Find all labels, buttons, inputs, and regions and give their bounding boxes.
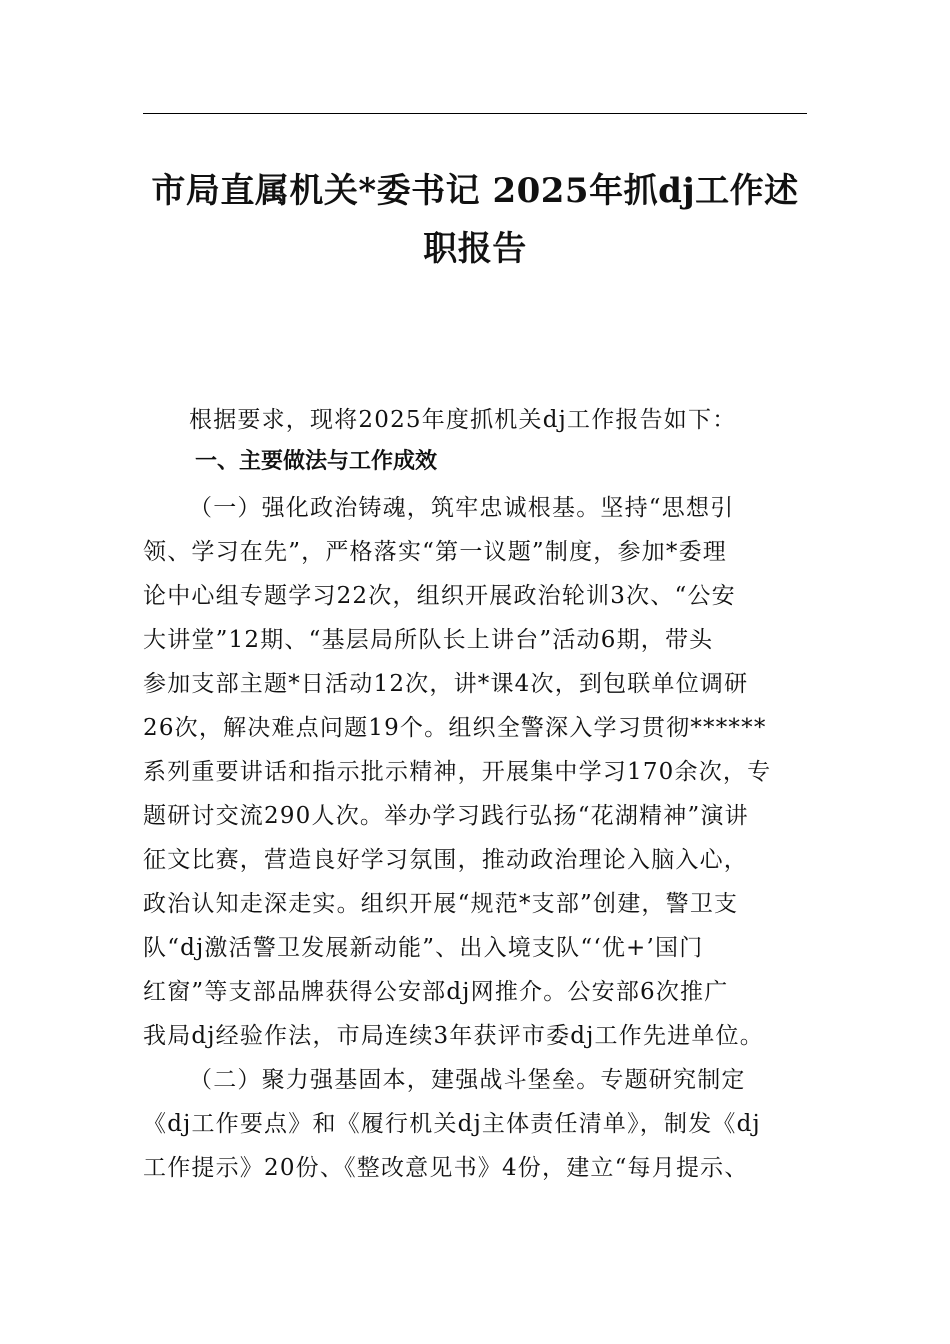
paragraph-line: 26次，解决难点问题19个。组织全警深入学习贯彻****** (143, 715, 767, 741)
section-heading-1: 一、主要做法与工作成效 (195, 449, 438, 474)
intro-line: 根据要求，现将2025年度抓机关dj工作报告如下： (189, 407, 737, 433)
paragraph-line: 论中心组专题学习22次，组织开展政治轮训3次、“公安 (143, 583, 736, 609)
paragraph-line: 红窗”等支部品牌获得公安部dj网推介。公安部6次推广 (143, 979, 729, 1005)
document-body (143, 398, 807, 1190)
paragraph-line: 题研讨交流290人次。举办学习践行弘扬“花湖精神”演讲 (143, 803, 749, 829)
paragraph-line: 我局dj经验作法，市局连续3年获评市委dj工作先进单位。 (143, 1023, 764, 1049)
paragraph-line: （二）聚力强基固本，建强战斗堡垒。专题研究制定 (189, 1067, 746, 1093)
paragraph-line: 参加支部主题*日活动12次，讲*课4次，到包联单位调研 (143, 671, 749, 697)
paragraph-line: 工作提示》20份、《整改意见书》4份，建立“每月提示、 (143, 1155, 749, 1181)
paragraph-line: 征文比赛，营造良好学习氛围，推动政治理论入脑入心， (143, 847, 748, 873)
document-title (143, 162, 807, 278)
paragraph-line: 大讲堂”12期、“基层局所队长上讲台”活动6期，带头 (143, 627, 714, 653)
paragraph-line: 队“dj激活警卫发展新动能”、出入境支队“‘优+’国门 (143, 935, 704, 961)
paragraph-line: 《dj工作要点》和《履行机关dj主体责任清单》，制发《dj (143, 1111, 761, 1137)
paragraph-line: 领、学习在先”，严格落实“第一议题”制度，参加*委理 (143, 539, 727, 565)
paragraph-line: 政治认知走深走实。组织开展“规范*支部”创建，警卫支 (143, 891, 739, 917)
header-rule (143, 113, 807, 114)
paragraph-line: 系列重要讲话和指示批示精神，开展集中学习170余次，专 (143, 759, 772, 785)
paragraph-line: （一）强化政治铸魂，筑牢忠诚根基。坚持“思想引 (189, 495, 735, 521)
title-line-2: 职报告 (423, 229, 527, 269)
title-line-1: 市局直属机关*委书记 2025年抓dj工作述 (151, 171, 799, 211)
subsection-2-paragraph (143, 1058, 807, 1190)
intro-paragraph (143, 398, 807, 442)
subsection-1-paragraph (143, 486, 807, 1058)
